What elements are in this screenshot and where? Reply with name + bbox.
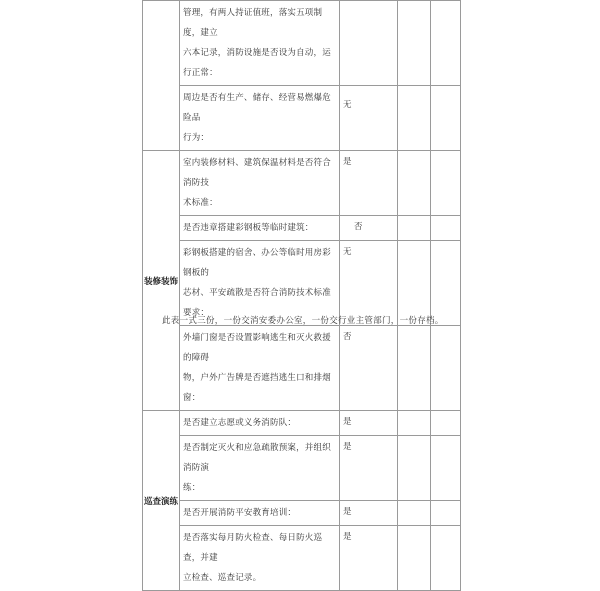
item-text: 芯材、平安疏散是否符合消防技术标准要求： [183,288,331,318]
answer-cell: 是 [340,501,398,526]
item-text: 是否制定灭火和应急疏散预案，并组织消防演 [183,443,331,473]
empty-cell [398,151,431,216]
item-cell [180,1,340,86]
category-cell-blank [143,1,180,151]
empty-cell [431,526,461,591]
item-cell [180,151,340,216]
item-text: 室内装修材料、建筑保温材料是否符合消防技 [183,158,331,188]
item-text: 是否落实每月防火检查、每日防火巡查，并建 [183,533,323,563]
empty-cell [431,411,461,436]
empty-cell [398,86,431,151]
table-row [143,326,461,411]
table-row [143,86,461,151]
item-text: 六本记录，消防设施是否设为自动，运行正常： [183,48,331,78]
safety-checklist-table [142,0,461,591]
item-text: 外墙门窗是否设置影响逃生和灭火救援的障碍 [183,333,331,363]
table-row [143,1,461,86]
item-text: 管理，有两人持证值班，落实五项制度，建立 [183,8,323,38]
empty-cell [431,1,461,86]
item-cell [180,241,340,326]
empty-cell [398,216,431,241]
answer-cell: 无 [340,241,398,326]
item-text: 彩钢板搭建的宿舍、办公等临时用房彩钢板的 [183,248,331,278]
answer-cell: 否 [340,216,398,241]
empty-cell [398,326,431,411]
empty-cell [431,326,461,411]
item-text: 周边是否有生产、储存、经营易燃爆危险品 [183,93,331,123]
item-text: 立检查、巡查记录。 [183,573,262,583]
answer-cell: 是 [340,526,398,591]
empty-cell [431,241,461,326]
answer-cell: 否 [340,326,398,411]
empty-cell [431,436,461,501]
item-text: 是否违章搭建彩钢板等临时建筑： [183,223,314,233]
answer-cell: 无 [340,86,398,151]
item-cell [180,501,340,526]
item-cell [180,436,340,501]
empty-cell [398,1,431,86]
empty-cell [398,436,431,501]
footer-note: 此表一式三份，一份交消安委办公室，一份交行业主管部门，一份存档。 [162,316,444,326]
item-cell [180,216,340,241]
table-row [143,501,461,526]
answer-cell: 是 [340,436,398,501]
answer-cell: 是 [340,151,398,216]
item-cell [180,526,340,591]
table-row [143,151,461,216]
item-text: 行为： [183,133,210,143]
empty-cell [431,86,461,151]
item-text: 物，户外广告牌是否遮挡逃生口和排烟窗： [183,373,331,403]
item-text: 术标准： [183,198,218,208]
answer-cell [340,1,398,86]
item-text: 是否建立志愿或义务消防队： [183,418,297,428]
empty-cell [398,526,431,591]
table-row [143,526,461,591]
item-cell [180,411,340,436]
answer-cell: 是 [340,411,398,436]
empty-cell [398,241,431,326]
table-row [143,241,461,326]
category-cell: 巡查演练 [143,411,180,591]
empty-cell [398,501,431,526]
empty-cell [431,216,461,241]
item-text: 练： [183,483,201,493]
item-cell [180,86,340,151]
table-row [143,411,461,436]
table-row [143,436,461,501]
empty-cell [398,411,431,436]
empty-cell [431,501,461,526]
empty-cell [431,151,461,216]
item-text: 是否开展消防平安教育培训： [183,508,297,518]
category-cell: 装修装饰 [143,151,180,411]
item-cell [180,326,340,411]
table-row [143,216,461,241]
